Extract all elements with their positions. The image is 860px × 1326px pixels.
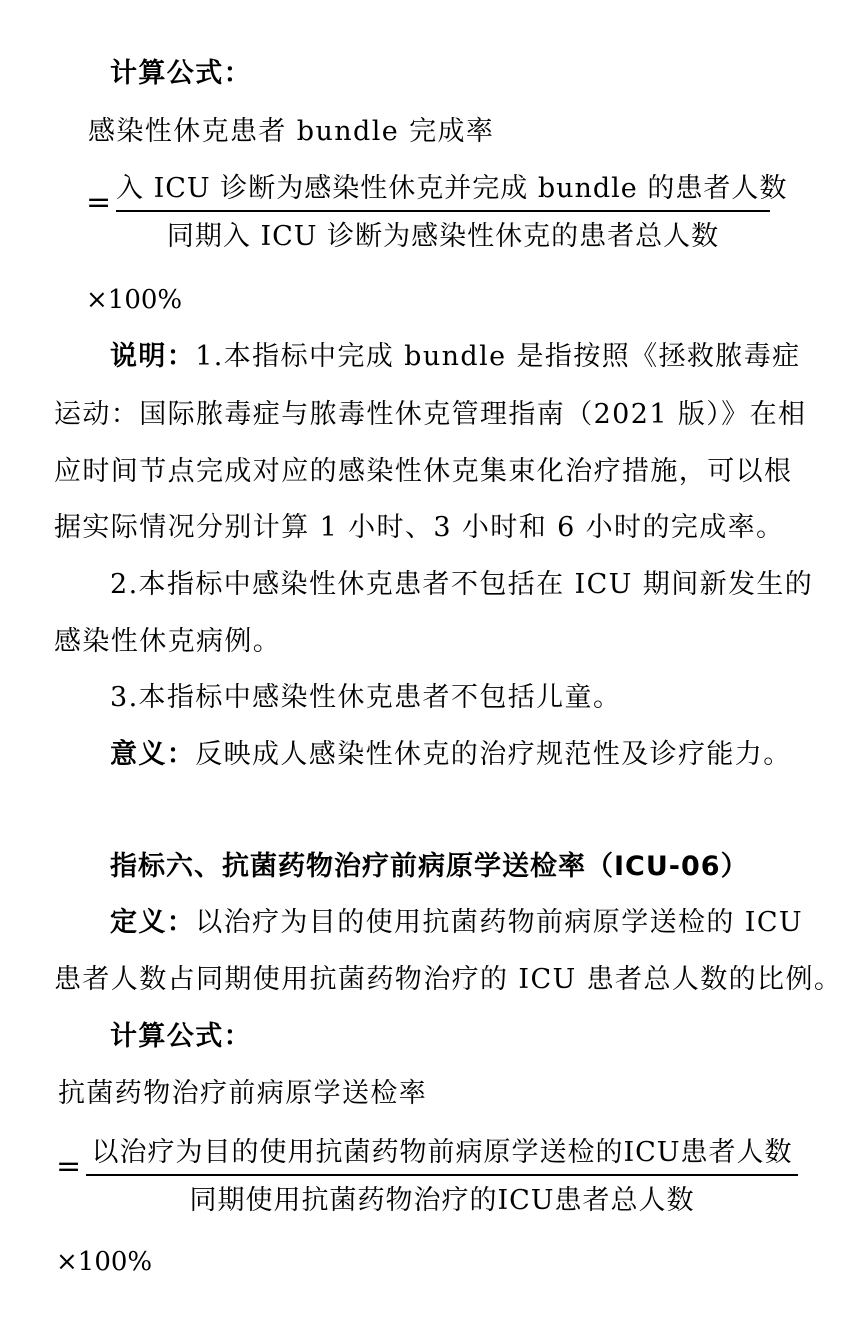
fraction-numerator: 以治疗为目的使用抗菌药物前病原学送检的ICU患者人数 xyxy=(91,1137,793,1168)
meaning-label: 意义： xyxy=(110,739,196,770)
section-title: 指标六、抗菌药物治疗前病原学送检率（ICU-06） xyxy=(110,851,749,882)
formula-name: 抗菌药物治疗前病原学送检率 xyxy=(58,1078,428,1109)
fraction-numerator: 入 ICU 诊断为感染性休克并完成 bundle 的患者人数 xyxy=(116,173,788,204)
fraction-denominator: 同期使用抗菌药物治疗的ICU患者总人数 xyxy=(189,1185,695,1216)
formula-heading: 计算公式： xyxy=(110,58,252,89)
fraction-denominator: 同期入 ICU 诊断为感染性休克的患者总人数 xyxy=(166,221,720,252)
fraction-bar xyxy=(86,1174,798,1176)
note1-text: 1.本指标中完成 bundle 是指按照《拯救脓毒症 xyxy=(195,341,801,372)
note-paragraph-line xyxy=(110,340,801,374)
multiplier: ×100% xyxy=(56,1247,153,1277)
definition-line xyxy=(110,906,803,940)
definition-text: 以治疗为目的使用抗菌药物前病原学送检的 ICU xyxy=(195,907,804,938)
equals-sign: = xyxy=(86,185,112,220)
note3-line: 3.本指标中感染性休克患者不包括儿童。 xyxy=(110,682,622,713)
multiplier: ×100% xyxy=(86,285,183,315)
equals-sign: = xyxy=(56,1149,82,1184)
note1-line: 应时间节点完成对应的感染性休克集束化治疗措施，可以根 xyxy=(54,456,793,487)
definition-line: 患者人数占同期使用抗菌药物治疗的 ICU 患者总人数的比例。 xyxy=(54,964,843,995)
note1-line: 据实际情况分别计算 1 小时、3 小时和 6 小时的完成率。 xyxy=(54,512,785,543)
meaning-text: 反映成人感染性休克的治疗规范性及诊疗能力。 xyxy=(195,739,792,770)
meaning-line xyxy=(110,738,792,772)
definition-label: 定义： xyxy=(110,907,196,938)
note-label: 说明： xyxy=(110,341,196,372)
note1-line: 运动：国际脓毒症与脓毒性休克管理指南（2021 版）》在相 xyxy=(54,399,807,430)
note2-line: 感染性休克病例。 xyxy=(54,626,282,657)
formula-heading: 计算公式： xyxy=(110,1021,252,1052)
formula-name: 感染性休克患者 bundle 完成率 xyxy=(88,116,495,147)
fraction-bar xyxy=(116,210,770,212)
note2-line: 2.本指标中感染性休克患者不包括在 ICU 期间新发生的 xyxy=(110,569,814,600)
